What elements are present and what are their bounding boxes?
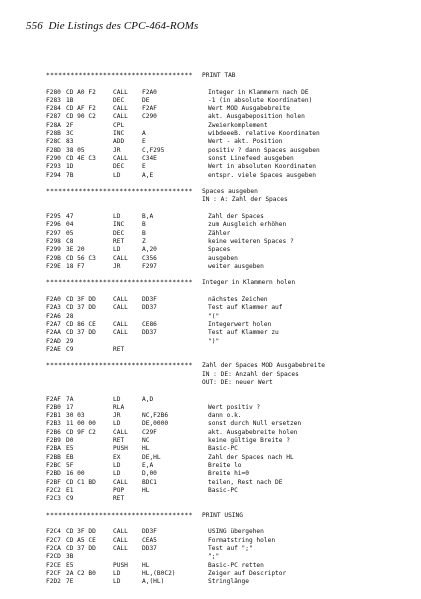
line-comment: teilen, Rest nach DE bbox=[208, 478, 283, 486]
line-operand: DE bbox=[142, 96, 150, 104]
line-mnemonic: DEC bbox=[113, 229, 125, 237]
line-operand: C29F bbox=[142, 428, 157, 436]
line-comment: zum Ausgleich erhöhen bbox=[208, 221, 287, 229]
section-heading: Zahl der Spaces MOD Ausgabebreite bbox=[202, 362, 325, 370]
line-mnemonic: RLA bbox=[113, 403, 125, 411]
line-mnemonic: CALL bbox=[113, 88, 128, 96]
line-mnemonic: INC bbox=[113, 221, 125, 229]
line-address: F293 bbox=[46, 163, 61, 171]
line-hex: CD 86 CE bbox=[66, 320, 96, 328]
line-mnemonic: LD bbox=[113, 569, 121, 577]
line-operand: C,F295 bbox=[142, 146, 165, 154]
code-line bbox=[46, 487, 406, 495]
code-line bbox=[46, 89, 406, 97]
line-mnemonic: CALL bbox=[113, 105, 128, 113]
line-comment: Wert MOD Ausgabebreite bbox=[208, 105, 290, 113]
line-comment: wibdeeeB. relative Koordinaten bbox=[208, 130, 320, 138]
section-spacer bbox=[46, 271, 406, 279]
line-mnemonic: CALL bbox=[113, 544, 128, 552]
line-hex: 30 03 bbox=[66, 412, 85, 420]
line-comment: Integer in Klammern nach DE bbox=[208, 88, 309, 96]
section-heading-row bbox=[46, 379, 406, 387]
code-line bbox=[46, 263, 406, 271]
line-operand: C356 bbox=[142, 254, 157, 262]
section-heading: PRINT USING bbox=[202, 511, 243, 519]
code-line bbox=[46, 246, 406, 254]
line-operand: C290 bbox=[142, 113, 157, 121]
section-spacer bbox=[46, 205, 406, 213]
line-address: F29E bbox=[46, 262, 61, 270]
code-line bbox=[46, 304, 406, 312]
line-hex: 05 bbox=[66, 229, 74, 237]
line-operand: DE,0000 bbox=[142, 420, 169, 428]
separator-stars: ************************************ bbox=[46, 279, 193, 287]
line-operand: HL bbox=[142, 445, 150, 453]
line-address: F287 bbox=[46, 113, 61, 121]
code-line bbox=[46, 296, 406, 304]
line-address: F299 bbox=[46, 246, 61, 254]
line-address: F2A7 bbox=[46, 320, 61, 328]
line-comment: sonst durch Null ersetzen bbox=[208, 420, 302, 428]
section-heading: OUT: DE: neuer Wert bbox=[202, 378, 273, 386]
section-heading-row bbox=[46, 196, 406, 204]
line-hex: 5F bbox=[66, 461, 74, 469]
line-mnemonic: PUSH bbox=[113, 561, 128, 569]
line-hex: 16 00 bbox=[66, 470, 85, 478]
section-heading-row bbox=[46, 362, 406, 370]
line-comment: Zahl der Spaces bbox=[208, 213, 264, 221]
line-hex: CD 3F DD bbox=[66, 528, 96, 536]
line-address: F2CA bbox=[46, 544, 61, 552]
listing-section bbox=[46, 512, 406, 587]
line-hex: 2F bbox=[66, 121, 74, 129]
line-comment: Breite hi=0 bbox=[208, 470, 249, 478]
listing-section bbox=[46, 362, 406, 511]
line-address: F298 bbox=[46, 237, 61, 245]
line-hex: 1B bbox=[66, 96, 74, 104]
line-mnemonic: DEC bbox=[113, 163, 125, 171]
line-mnemonic: JR bbox=[113, 146, 121, 154]
line-address: F2A0 bbox=[46, 296, 61, 304]
line-address: F2BD bbox=[46, 470, 61, 478]
line-address: F2C3 bbox=[46, 495, 61, 503]
line-hex: 3C bbox=[66, 130, 74, 138]
line-hex: 18 F7 bbox=[66, 262, 85, 270]
line-hex: 7A bbox=[66, 395, 74, 403]
line-hex: 29 bbox=[66, 337, 74, 345]
code-line bbox=[46, 238, 406, 246]
line-comment: Zweierkomplement bbox=[208, 121, 268, 129]
line-address: F2B3 bbox=[46, 420, 61, 428]
code-line bbox=[46, 445, 406, 453]
line-operand: CEA5 bbox=[142, 536, 157, 544]
line-comment: Test auf Klammer auf bbox=[208, 304, 283, 312]
code-line bbox=[46, 163, 406, 171]
line-hex: CD 37 DD bbox=[66, 304, 96, 312]
line-operand: A,20 bbox=[142, 246, 157, 254]
section-heading-row bbox=[46, 512, 406, 520]
section-heading-row bbox=[46, 371, 406, 379]
line-comment: Zähler bbox=[208, 229, 231, 237]
line-operand: DD37 bbox=[142, 329, 157, 337]
code-line bbox=[46, 155, 406, 163]
line-operand: B bbox=[142, 229, 146, 237]
line-comment: Zeiger auf Descriptor bbox=[208, 569, 287, 577]
line-comment: Test auf ";" bbox=[208, 544, 253, 552]
section-heading-row bbox=[46, 279, 406, 287]
line-comment: Spaces bbox=[208, 246, 231, 254]
code-line bbox=[46, 329, 406, 337]
line-address: F2AE bbox=[46, 345, 61, 353]
line-mnemonic: CALL bbox=[113, 536, 128, 544]
line-address: F297 bbox=[46, 229, 61, 237]
line-comment: sonst Linefeed ausgeben bbox=[208, 154, 294, 162]
line-mnemonic: LD bbox=[113, 578, 121, 586]
line-mnemonic: JR bbox=[113, 412, 121, 420]
line-hex: E5 bbox=[66, 445, 74, 453]
page-title: Die Listings des CPC-464-ROMs bbox=[48, 20, 199, 32]
line-address: F294 bbox=[46, 171, 61, 179]
code-line bbox=[46, 553, 406, 561]
code-line bbox=[46, 147, 406, 155]
line-mnemonic: CALL bbox=[113, 254, 128, 262]
line-mnemonic: RET bbox=[113, 345, 125, 353]
line-address: F2BC bbox=[46, 461, 61, 469]
line-mnemonic: CALL bbox=[113, 296, 128, 304]
code-line bbox=[46, 420, 406, 428]
line-hex: E5 bbox=[66, 561, 74, 569]
line-mnemonic: RET bbox=[113, 437, 125, 445]
code-line bbox=[46, 462, 406, 470]
section-heading: Spaces ausgeben bbox=[202, 188, 258, 196]
section-spacer bbox=[46, 80, 406, 88]
line-mnemonic: EX bbox=[113, 453, 121, 461]
line-operand: A,(HL) bbox=[142, 578, 165, 586]
line-hex: CD 9F C2 bbox=[66, 428, 96, 436]
line-mnemonic: JR bbox=[113, 262, 121, 270]
line-hex: CD 56 C3 bbox=[66, 254, 96, 262]
line-address: F2AA bbox=[46, 329, 61, 337]
line-hex: CD 37 DD bbox=[66, 329, 96, 337]
line-hex: CD 3F DD bbox=[66, 296, 96, 304]
listing-section bbox=[46, 279, 406, 362]
line-operand: HL bbox=[142, 486, 150, 494]
line-comment: keine weiteren Spaces ? bbox=[208, 237, 294, 245]
line-hex: 83 bbox=[66, 138, 74, 146]
line-comment: entspr. viele Spaces ausgeben bbox=[208, 171, 317, 179]
line-mnemonic: CALL bbox=[113, 304, 128, 312]
line-operand: DD3F bbox=[142, 528, 157, 536]
line-address: F2B6 bbox=[46, 428, 61, 436]
line-mnemonic: RET bbox=[113, 495, 125, 503]
line-address: F283 bbox=[46, 96, 61, 104]
line-address: F290 bbox=[46, 154, 61, 162]
listing-section bbox=[46, 72, 406, 188]
line-mnemonic: LD bbox=[113, 171, 121, 179]
code-line bbox=[46, 404, 406, 412]
separator-stars: ************************************ bbox=[46, 362, 193, 370]
line-address: F2AD bbox=[46, 337, 61, 345]
line-comment: Wert - akt. Position bbox=[208, 138, 283, 146]
line-address: F2D2 bbox=[46, 578, 61, 586]
line-hex: 3B bbox=[66, 553, 74, 561]
line-address: F2B9 bbox=[46, 437, 61, 445]
line-address: F28D bbox=[46, 146, 61, 154]
line-operand: BDC1 bbox=[142, 478, 157, 486]
line-comment: ";" bbox=[208, 553, 220, 561]
line-address: F296 bbox=[46, 221, 61, 229]
line-comment: weiter ausgeben bbox=[208, 262, 264, 270]
line-address: F2B0 bbox=[46, 403, 61, 411]
line-comment: ")" bbox=[208, 337, 220, 345]
line-address: F2A3 bbox=[46, 304, 61, 312]
line-address: F2CF bbox=[46, 569, 61, 577]
line-address: F28C bbox=[46, 138, 61, 146]
code-line bbox=[46, 313, 406, 321]
section-spacer bbox=[46, 354, 406, 362]
line-hex: 11 00 00 bbox=[66, 420, 96, 428]
code-line bbox=[46, 528, 406, 536]
line-operand: DD37 bbox=[142, 544, 157, 552]
line-operand: NC bbox=[142, 437, 150, 445]
line-mnemonic: RET bbox=[113, 237, 125, 245]
code-line bbox=[46, 495, 406, 503]
separator-stars: ************************************ bbox=[46, 72, 193, 79]
line-comment: positiv ? dann Spaces ausgeben bbox=[208, 146, 320, 154]
line-address: F2C7 bbox=[46, 536, 61, 544]
line-address: F2B1 bbox=[46, 412, 61, 420]
section-heading: IN : DE: Anzahl der Spaces bbox=[202, 370, 299, 378]
line-mnemonic: CALL bbox=[113, 329, 128, 337]
code-line bbox=[46, 221, 406, 229]
code-line bbox=[46, 172, 406, 180]
line-address: F284 bbox=[46, 105, 61, 113]
line-operand: F2AF bbox=[142, 105, 157, 113]
line-hex: CD A0 F2 bbox=[66, 88, 96, 96]
line-comment: Zahl der Spaces nach HL bbox=[208, 453, 294, 461]
code-line bbox=[46, 97, 406, 105]
page-number: 556 bbox=[26, 20, 43, 32]
line-hex: CD AF F2 bbox=[66, 105, 96, 113]
line-comment: Test auf Klammer zu bbox=[208, 329, 279, 337]
line-address: F2CD bbox=[46, 553, 61, 561]
line-hex: CD A5 CE bbox=[66, 536, 96, 544]
code-line bbox=[46, 338, 406, 346]
code-line bbox=[46, 105, 406, 113]
line-mnemonic: LD bbox=[113, 213, 121, 221]
line-operand: CE86 bbox=[142, 320, 157, 328]
line-hex: CD C1 BD bbox=[66, 478, 96, 486]
code-line bbox=[46, 113, 406, 121]
line-comment: Basic-PC retten bbox=[208, 561, 264, 569]
section-heading: Integer in Klammern holen bbox=[202, 279, 296, 287]
line-operand: DD3F bbox=[142, 296, 157, 304]
code-line bbox=[46, 562, 406, 570]
line-hex: 04 bbox=[66, 221, 74, 229]
section-heading-row bbox=[46, 188, 406, 196]
line-comment: Wert in absoluten Koordinaten bbox=[208, 163, 317, 171]
line-operand: C34E bbox=[142, 154, 157, 162]
code-line bbox=[46, 570, 406, 578]
code-line bbox=[46, 255, 406, 263]
line-operand: A bbox=[142, 130, 146, 138]
line-comment: Basic-PC bbox=[208, 486, 238, 494]
code-line bbox=[46, 578, 406, 586]
line-comment: akt. Ausgabebreite holen bbox=[208, 428, 298, 436]
line-hex: C9 bbox=[66, 345, 74, 353]
line-mnemonic: ADD bbox=[113, 138, 125, 146]
line-hex: E1 bbox=[66, 486, 74, 494]
line-comment: dann o.k. bbox=[208, 412, 242, 420]
line-comment: ausgeben bbox=[208, 254, 238, 262]
code-line bbox=[46, 412, 406, 420]
line-operand: B,A bbox=[142, 213, 154, 221]
line-hex: 38 05 bbox=[66, 146, 85, 154]
line-address: F2A6 bbox=[46, 312, 61, 320]
code-line bbox=[46, 130, 406, 138]
line-operand: HL bbox=[142, 561, 150, 569]
code-line bbox=[46, 537, 406, 545]
line-address: F2C2 bbox=[46, 486, 61, 494]
section-heading-row bbox=[46, 72, 406, 80]
line-operand: A,D bbox=[142, 395, 154, 403]
assembly-listing bbox=[46, 72, 406, 586]
line-operand: F2A0 bbox=[142, 88, 157, 96]
section-heading: IN : A: Zahl der Spaces bbox=[202, 196, 288, 204]
line-hex: 3E 20 bbox=[66, 246, 85, 254]
line-operand: B bbox=[142, 221, 146, 229]
line-comment: Wert positiv ? bbox=[208, 403, 261, 411]
line-comment: Basic-PC bbox=[208, 445, 238, 453]
line-mnemonic: LD bbox=[113, 470, 121, 478]
line-comment: USING übergehen bbox=[208, 528, 264, 536]
code-line bbox=[46, 321, 406, 329]
line-address: F2CE bbox=[46, 561, 61, 569]
code-line bbox=[46, 429, 406, 437]
line-operand: Z bbox=[142, 237, 146, 245]
line-address: F280 bbox=[46, 88, 61, 96]
line-address: F295 bbox=[46, 213, 61, 221]
line-operand: E bbox=[142, 138, 146, 146]
line-mnemonic: LD bbox=[113, 246, 121, 254]
section-spacer bbox=[46, 387, 406, 395]
line-address: F28A bbox=[46, 121, 61, 129]
line-mnemonic: CPL bbox=[113, 121, 125, 129]
code-line bbox=[46, 138, 406, 146]
line-mnemonic: LD bbox=[113, 395, 121, 403]
line-hex: C8 bbox=[66, 237, 74, 245]
line-hex: CD 37 DD bbox=[66, 544, 96, 552]
code-line bbox=[46, 230, 406, 238]
line-mnemonic: INC bbox=[113, 130, 125, 138]
line-comment: nächstes Zeichen bbox=[208, 296, 268, 304]
line-mnemonic: CALL bbox=[113, 528, 128, 536]
page-header bbox=[26, 20, 198, 32]
line-hex: EB bbox=[66, 453, 74, 461]
separator-stars: ************************************ bbox=[46, 511, 193, 519]
code-line bbox=[46, 545, 406, 553]
code-line bbox=[46, 396, 406, 404]
line-mnemonic: POP bbox=[113, 486, 125, 494]
line-hex: CD 4E C3 bbox=[66, 154, 96, 162]
line-operand: A,E bbox=[142, 171, 154, 179]
line-hex: 28 bbox=[66, 312, 74, 320]
line-address: F2BA bbox=[46, 445, 61, 453]
line-comment: Formatstring holen bbox=[208, 536, 276, 544]
line-comment: "(" bbox=[208, 312, 220, 320]
line-mnemonic: CALL bbox=[113, 428, 128, 436]
line-address: F2BB bbox=[46, 453, 61, 461]
line-mnemonic: CALL bbox=[113, 478, 128, 486]
code-line bbox=[46, 437, 406, 445]
line-comment: Integerwert holen bbox=[208, 320, 272, 328]
line-hex: 17 bbox=[66, 403, 74, 411]
line-comment: keine gültige Breite ? bbox=[208, 437, 290, 445]
code-line bbox=[46, 213, 406, 221]
code-line bbox=[46, 122, 406, 130]
line-address: F29B bbox=[46, 254, 61, 262]
line-comment: -1 (in absolute Koordinaten) bbox=[208, 96, 313, 104]
line-operand: HL,(B0C2) bbox=[142, 569, 176, 577]
line-hex: 7B bbox=[66, 171, 74, 179]
line-hex: 2A C2 B0 bbox=[66, 569, 96, 577]
line-mnemonic: DEC bbox=[113, 96, 125, 104]
line-comment: Breite lo bbox=[208, 461, 242, 469]
section-spacer bbox=[46, 288, 406, 296]
line-comment: akt. Ausgabeposition holen bbox=[208, 113, 305, 121]
line-hex: 1D bbox=[66, 163, 74, 171]
listing-section bbox=[46, 188, 406, 279]
line-operand: E bbox=[142, 163, 146, 171]
line-operand: NC,F2B6 bbox=[142, 412, 169, 420]
line-address: F2C4 bbox=[46, 528, 61, 536]
section-spacer bbox=[46, 503, 406, 511]
separator-stars: ************************************ bbox=[46, 188, 193, 196]
line-hex: 47 bbox=[66, 213, 74, 221]
line-address: F2AF bbox=[46, 395, 61, 403]
line-operand: E,A bbox=[142, 461, 154, 469]
code-line bbox=[46, 470, 406, 478]
line-mnemonic: LD bbox=[113, 461, 121, 469]
line-mnemonic: CALL bbox=[113, 154, 128, 162]
section-spacer bbox=[46, 180, 406, 188]
line-hex: CD 90 C2 bbox=[66, 113, 96, 121]
line-address: F28B bbox=[46, 130, 61, 138]
line-mnemonic: CALL bbox=[113, 320, 128, 328]
line-operand: F297 bbox=[142, 262, 157, 270]
line-hex: C9 bbox=[66, 495, 74, 503]
line-operand: DD37 bbox=[142, 304, 157, 312]
section-spacer bbox=[46, 520, 406, 528]
line-operand: DE,HL bbox=[142, 453, 161, 461]
line-address: F2BF bbox=[46, 478, 61, 486]
line-mnemonic: LD bbox=[113, 420, 121, 428]
line-hex: 7E bbox=[66, 578, 74, 586]
line-operand: D,00 bbox=[142, 470, 157, 478]
code-line bbox=[46, 454, 406, 462]
code-line bbox=[46, 346, 406, 354]
code-line bbox=[46, 479, 406, 487]
line-hex: D0 bbox=[66, 437, 74, 445]
line-comment: Stringlänge bbox=[208, 578, 249, 586]
line-mnemonic: CALL bbox=[113, 113, 128, 121]
line-mnemonic: PUSH bbox=[113, 445, 128, 453]
section-heading: PRINT TAB bbox=[202, 72, 236, 79]
